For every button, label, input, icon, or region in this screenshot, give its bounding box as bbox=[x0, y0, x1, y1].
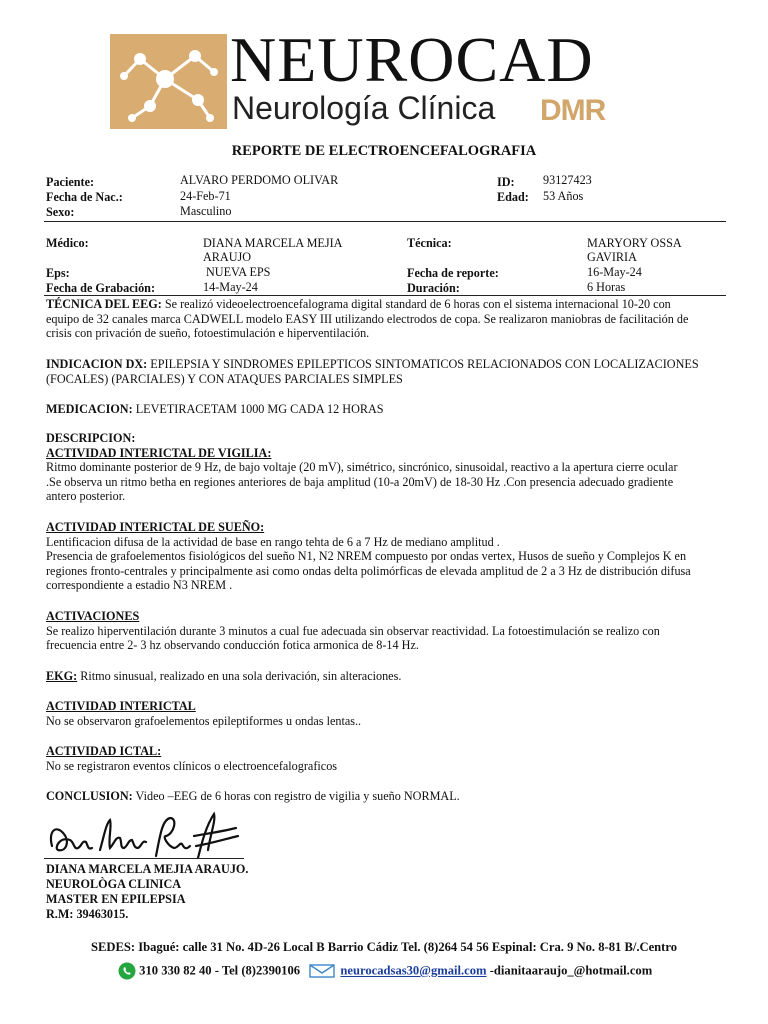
technique-heading: TÉCNICA DEL EEG: bbox=[46, 297, 162, 311]
sleep-activity-line: regiones fronto-centrales y principalmente asi como ondas delta polimórficas de elevada amplitud de 2 a 3 Hz de distribución difusa bbox=[46, 563, 691, 578]
interictal-section bbox=[46, 699, 724, 728]
activations-heading: ACTIVACIONES bbox=[46, 609, 140, 623]
ictal-section bbox=[46, 744, 724, 773]
doctor-name-line1: DIANA MARCELA MEJIA bbox=[203, 236, 343, 250]
indication-line: (FOCALES) (PARCIALES) Y CON ATAQUES PARCIALES SIMPLES bbox=[46, 371, 403, 386]
report-date-label: Fecha de reporte: bbox=[407, 266, 499, 280]
activations-line: Se realizo hiperventilación durante 3 minutos a cual fue adecuada sin observar reactividad. La fotoestimulación se realizo con bbox=[46, 623, 660, 638]
technique-line: Se realizó videoelectroencefalograma digital standard de 6 horas con el sistema internacional 10-20 con bbox=[164, 297, 671, 311]
conclusion-heading: CONCLUSION: bbox=[46, 789, 133, 803]
email-link[interactable]: neurocadsas30@gmail.com bbox=[340, 963, 487, 978]
indication-line: EPILEPSIA Y SINDROMES EPILEPTICOS SINTOMATICOS RELACIONADOS CON LOCALIZACIONES bbox=[150, 357, 699, 371]
handwritten-signature bbox=[44, 806, 244, 866]
brand-subtitle: Neurología Clínica bbox=[232, 90, 496, 126]
recording-date-label: Fecha de Grabación: bbox=[46, 281, 155, 295]
ictal-heading: ACTIVIDAD ICTAL: bbox=[46, 744, 162, 758]
ekg-text: Ritmo sinusual, realizado en una sola derivación, sin alteraciones. bbox=[80, 669, 402, 683]
signer-registration: R.M: 39463015. bbox=[46, 907, 129, 921]
technique-section bbox=[46, 297, 724, 341]
envelope-icon bbox=[309, 963, 337, 979]
tech-label: Técnica: bbox=[407, 236, 452, 250]
divider bbox=[44, 295, 726, 296]
sleep-activity-line: correspondiente a estadio N3 NREM . bbox=[46, 578, 233, 593]
recording-date: 14-May-24 bbox=[203, 280, 258, 294]
medication-section bbox=[46, 402, 724, 417]
patient-age: 53 Años bbox=[543, 189, 584, 203]
id-label: ID: bbox=[497, 175, 515, 189]
sleep-activity-line: Presencia de grafoelementos fisiológicos del sueño N1, N2 NREM compuesto por ondas vertex, Husos de sueño y Complejos K en bbox=[46, 549, 687, 564]
footer-addresses: SEDES: Ibagué: calle 31 No. 4D-26 Local B Barrio Cádiz Tel. (8)264 54 56 Espinal: Cra. 9 No. 8-81 B/.Centro bbox=[90, 940, 678, 954]
sleep-activity-heading: ACTIVIDAD INTERICTAL DE SUEÑO: bbox=[46, 520, 265, 534]
signature-line bbox=[44, 858, 244, 859]
doctor-label: Médico: bbox=[46, 236, 89, 250]
footer-email-secondary: -dianitaaraujo_@hotmail.com bbox=[489, 963, 653, 978]
ekg-section bbox=[46, 669, 724, 684]
report-title: REPORTE DE ELECTROENCEFALOGRAFIA bbox=[231, 143, 537, 159]
technique-line: equipo de 32 canales marca CADWELL modelo EASY III utilizando electrodos de copa. Se realizaron maniobras de facilitación de bbox=[46, 311, 689, 326]
activations-line: frecuencia entre 2- 3 hz observando conducción fotica armonica de 8-14 Hz. bbox=[46, 638, 419, 653]
indication-heading: INDICACION DX: bbox=[46, 357, 148, 371]
patient-dob: 24-Feb-71 bbox=[180, 189, 231, 203]
eps-label: Eps: bbox=[46, 266, 70, 280]
ekg-heading: EKG: bbox=[46, 669, 78, 683]
medication-text: LEVETIRACETAM 1000 MG CADA 12 HORAS bbox=[135, 402, 384, 416]
brand-mark: DMR bbox=[540, 94, 606, 127]
description-section bbox=[46, 431, 724, 504]
doctor-name-line2: ARAUJO bbox=[203, 250, 252, 264]
conclusion-text: Video –EEG de 6 horas con registro de vigilia y sueño NORMAL. bbox=[135, 789, 460, 803]
signer-name: DIANA MARCELA MEJIA ARAUJO. bbox=[46, 862, 249, 876]
patient-id: 93127423 bbox=[543, 173, 592, 187]
dob-label: Fecha de Nac.: bbox=[46, 190, 123, 204]
interictal-heading: ACTIVIDAD INTERICTAL bbox=[46, 699, 196, 713]
interictal-text: No se observaron grafoelementos epileptiformes u ondas lentas.. bbox=[46, 713, 362, 728]
wake-activity-line: antero posterior. bbox=[46, 489, 126, 504]
brand-name: NEUROCAD bbox=[230, 24, 594, 95]
patient-sex: Masculino bbox=[180, 204, 232, 218]
activations-section bbox=[46, 609, 724, 653]
divider bbox=[44, 221, 726, 222]
report-date: 16-May-24 bbox=[587, 265, 642, 279]
wake-activity-line: .Se observa un ritmo betha en regiones anteriores de baja amplitud (10-a 20mV) de 18-30 Hz .Con presencia adecuado gradiente bbox=[46, 474, 674, 489]
signer-title: MASTER EN EPILEPSIA bbox=[46, 892, 186, 906]
sex-label: Sexo: bbox=[46, 205, 75, 219]
indication-section bbox=[46, 357, 724, 386]
wake-activity-line: Ritmo dominante posterior de 9 Hz, de bajo voltaje (20 mV), simétrico, sincrónico, sinusoidal, reactivo a la apertura cierre ocular bbox=[46, 460, 678, 475]
sleep-section bbox=[46, 520, 724, 593]
eps-value: NUEVA EPS bbox=[206, 265, 271, 279]
medication-heading: MEDICACION: bbox=[46, 402, 133, 416]
tech-name-line2: GAVIRIA bbox=[587, 250, 637, 264]
neural-network-logo-icon bbox=[110, 34, 227, 129]
signer-title: NEUROLÒGA CLINICA bbox=[46, 877, 182, 891]
footer-phones: 310 330 82 40 - Tel (8)2390106 bbox=[139, 963, 301, 978]
conclusion-section bbox=[46, 789, 724, 804]
sleep-activity-line: Lentificacion difusa de la actividad de base en rango tehta de 6 a 7 Hz de mediano amplitud . bbox=[46, 534, 500, 549]
whatsapp-icon bbox=[118, 962, 136, 980]
duration-label: Duración: bbox=[407, 281, 460, 295]
wake-activity-heading: ACTIVIDAD INTERICTAL DE VIGILIA: bbox=[46, 445, 272, 460]
description-heading: DESCRIPCION: bbox=[46, 431, 136, 445]
footer-contacts bbox=[118, 962, 652, 980]
ictal-text: No se registraron eventos clínicos o electroencefalograficos bbox=[46, 758, 338, 773]
tech-name-line1: MARYORY OSSA bbox=[587, 236, 682, 250]
patient-label: Paciente: bbox=[46, 175, 95, 189]
patient-name: ALVARO PERDOMO OLIVAR bbox=[180, 173, 339, 187]
technique-line: crisis con privación de sueño, fotoestimulación e hiperventilación. bbox=[46, 326, 370, 341]
duration: 6 Horas bbox=[587, 280, 626, 294]
age-label: Edad: bbox=[497, 190, 529, 204]
